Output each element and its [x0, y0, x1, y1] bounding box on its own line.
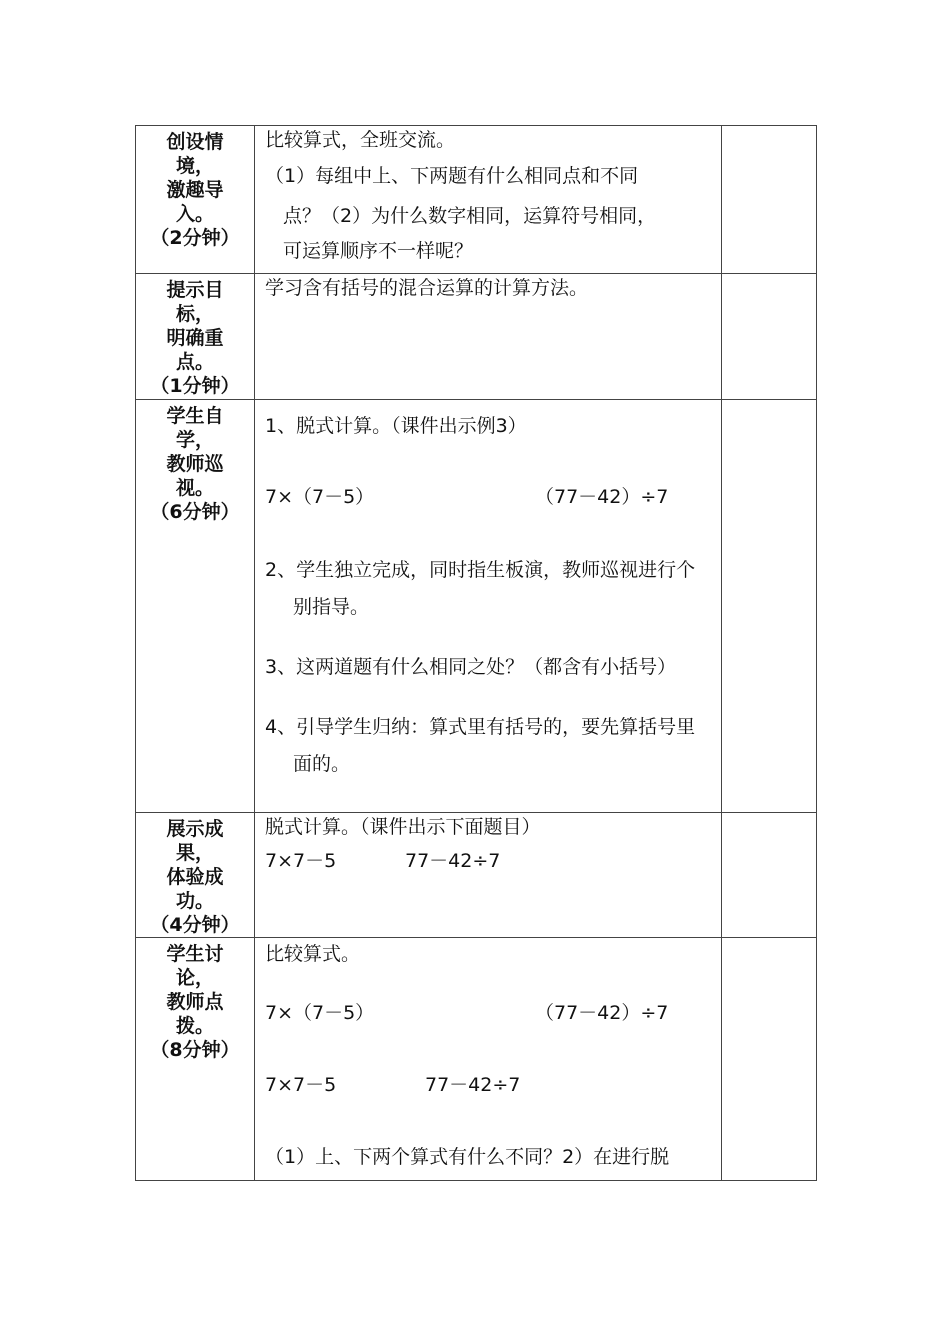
stage-label: 果，: [175, 842, 214, 864]
content-cell: [255, 400, 722, 813]
expression: （77－42）÷7: [535, 1002, 669, 1024]
expression: 7×（7－5）: [265, 1002, 375, 1024]
notes-cell: [722, 126, 817, 274]
stage-label: 学生讨: [166, 943, 224, 965]
table-row: [136, 274, 817, 400]
content-line: 点？（2）为什么数字相同，运算符号相同，: [283, 205, 657, 227]
stage-duration: （8分钟）: [150, 1039, 240, 1061]
stage-label: 入。: [175, 203, 214, 225]
stage-label: 激趣导: [166, 179, 224, 201]
content-line: 3、这两道题有什么相同之处？（都含有小括号）: [265, 656, 677, 678]
notes-cell: [722, 813, 817, 938]
content-line: 比较算式。: [265, 943, 361, 965]
content-line: 4、引导学生归纳：算式里有括号的，要先算括号里面的。: [265, 716, 696, 775]
table-row: [136, 938, 817, 1181]
stage-label: 教师点: [166, 991, 224, 1013]
expression: 7×7－5: [265, 1074, 337, 1096]
content-cell: [255, 813, 722, 938]
stage-duration: （6分钟）: [150, 501, 240, 523]
stage-label: 境，: [175, 155, 214, 177]
notes-cell: [722, 938, 817, 1181]
stage-label: 学生自: [166, 405, 224, 427]
table-row: [136, 400, 817, 813]
content-line: （1）上、下两个算式有什么不同？2）在进行脱: [265, 1146, 670, 1168]
lesson-plan-table: [135, 125, 817, 1181]
stage-label: 明确重: [166, 327, 224, 349]
table-row: [136, 126, 817, 274]
notes-cell: [722, 400, 817, 813]
stage-label: 学，: [175, 429, 214, 451]
content-line: 脱式计算。（课件出示下面题目）: [265, 816, 541, 838]
content-line: 可运算顺序不一样呢？: [283, 240, 474, 262]
stage-cell: [136, 400, 255, 813]
expression: 77－42÷7: [405, 850, 501, 872]
content-cell: [255, 938, 722, 1181]
stage-duration: （4分钟）: [150, 914, 240, 936]
stage-label: 提示目: [166, 279, 224, 301]
expression: 7×7－5: [265, 850, 337, 872]
content-line: 学习含有括号的混合运算的计算方法。: [265, 277, 589, 299]
stage-cell: [136, 274, 255, 400]
table-row: [136, 813, 817, 938]
content-line: 1、脱式计算。（课件出示例3）: [265, 415, 527, 437]
expression-pair: [265, 1067, 713, 1104]
stage-label: 点。: [175, 351, 214, 373]
stage-label: 体验成: [166, 866, 224, 888]
stage-label: 标，: [175, 303, 214, 325]
expression: 77－42÷7: [425, 1074, 521, 1096]
expression: 7×（7－5）: [265, 486, 375, 508]
stage-label: 创设情: [166, 131, 224, 153]
stage-duration: （2分钟）: [150, 227, 240, 249]
stage-label: 论，: [175, 967, 214, 989]
expression-pair: [265, 995, 713, 1032]
content-cell: [255, 274, 722, 400]
stage-cell: [136, 813, 255, 938]
stage-cell: [136, 126, 255, 274]
stage-label: 展示成: [166, 818, 224, 840]
stage-cell: [136, 938, 255, 1181]
content-line: 比较算式，全班交流。: [265, 129, 456, 151]
content-line: （1）每组中上、下两题有什么相同点和不同: [265, 165, 639, 187]
content-cell: [255, 126, 722, 274]
stage-label: 拨。: [175, 1015, 214, 1037]
notes-cell: [722, 274, 817, 400]
content-line: 2、学生独立完成，同时指生板演，教师巡视进行个别指导。: [265, 559, 696, 618]
expression-pair: [265, 843, 713, 880]
stage-label: 功。: [175, 890, 214, 912]
stage-label: 视。: [175, 477, 214, 499]
expression: （77－42）÷7: [535, 486, 669, 508]
stage-label: 教师巡: [166, 453, 224, 475]
stage-duration: （1分钟）: [150, 375, 240, 397]
expression-pair: [265, 479, 713, 516]
